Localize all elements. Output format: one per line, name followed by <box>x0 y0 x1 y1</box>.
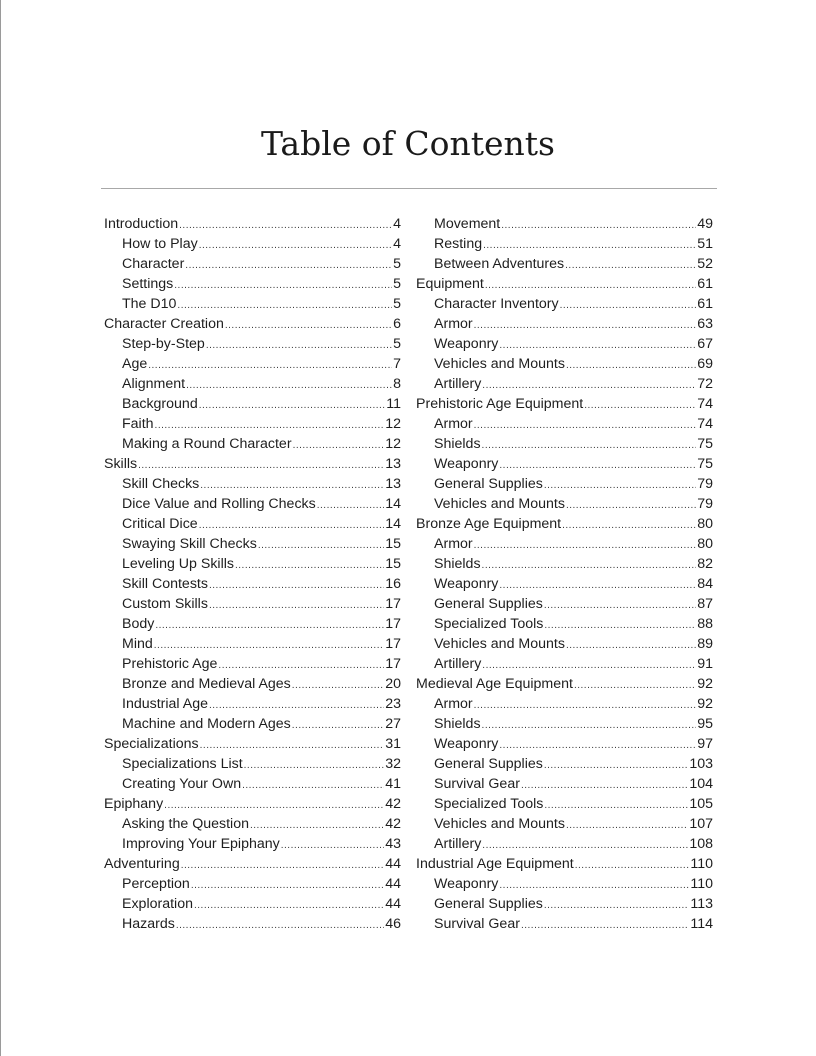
toc-entry-label: Armor <box>434 416 473 432</box>
toc-subentry[interactable] <box>416 694 713 714</box>
dot-leader <box>474 416 697 436</box>
toc-subentry[interactable] <box>416 574 713 594</box>
toc-entry-label: Character Inventory <box>434 296 559 312</box>
toc-subentry[interactable] <box>104 554 401 574</box>
toc-page-number: 114 <box>690 916 713 932</box>
dot-leader <box>148 356 392 376</box>
dot-leader <box>218 656 384 676</box>
toc-page-number: 14 <box>385 516 401 532</box>
toc-entry-label: Weaponry <box>434 336 499 352</box>
dot-leader <box>501 216 696 236</box>
toc-subentry[interactable] <box>104 294 401 314</box>
dot-leader <box>200 476 384 496</box>
toc-entry-label: General Supplies <box>434 896 543 912</box>
dot-leader <box>199 396 386 416</box>
toc-entry-label: Bronze and Medieval Ages <box>122 676 291 692</box>
dot-leader <box>544 796 688 816</box>
toc-page-number: 75 <box>697 456 713 472</box>
toc-page-number: 95 <box>697 716 713 732</box>
dot-leader <box>154 636 384 656</box>
dot-leader <box>544 596 696 616</box>
dot-leader <box>185 256 392 276</box>
toc-page-number: 49 <box>697 216 713 232</box>
toc-subentry[interactable] <box>416 234 713 254</box>
toc-subentry[interactable] <box>104 494 401 514</box>
toc-entry-label: Creating Your Own <box>122 776 242 792</box>
dot-leader <box>292 676 384 696</box>
dot-leader <box>199 236 392 256</box>
toc-entry-label: The D10 <box>122 296 177 312</box>
toc-page-number: 42 <box>385 816 401 832</box>
toc-entry-label: Artillery <box>434 376 482 392</box>
toc-page-number: 88 <box>697 616 713 632</box>
page-title: Table of Contents <box>260 124 555 163</box>
dot-leader <box>474 696 697 716</box>
toc-subentry[interactable] <box>104 614 401 634</box>
toc-entry-label: Dice Value and Rolling Checks <box>122 496 316 512</box>
toc-subentry[interactable] <box>416 434 713 454</box>
toc-subentry[interactable] <box>104 674 401 694</box>
toc-page-number: 31 <box>385 736 401 752</box>
dot-leader <box>499 336 696 356</box>
toc-page-number: 43 <box>385 836 401 852</box>
toc-page-number: 44 <box>385 876 401 892</box>
toc-subentry[interactable] <box>104 714 401 734</box>
toc-page-number: 14 <box>385 496 401 512</box>
dot-leader <box>499 456 696 476</box>
dot-leader <box>499 736 696 756</box>
toc-subentry[interactable] <box>416 834 713 854</box>
toc-subentry[interactable] <box>416 634 713 654</box>
dot-leader <box>209 576 384 596</box>
toc-subentry[interactable] <box>416 414 713 434</box>
toc-page-number: 46 <box>385 916 401 932</box>
dot-leader <box>317 496 384 516</box>
toc-entry[interactable] <box>104 454 401 474</box>
toc-page-number: 74 <box>697 416 713 432</box>
toc-entry-label: Body <box>122 616 155 632</box>
toc-entry-label: Mind <box>122 636 153 652</box>
toc-subentry[interactable] <box>416 454 713 474</box>
toc-entry-label: Leveling Up Skills <box>122 556 234 572</box>
toc-page-number: 5 <box>393 336 401 352</box>
toc-entry-label: General Supplies <box>434 596 543 612</box>
toc-subentry[interactable] <box>104 254 401 274</box>
toc-entry-label: Alignment <box>122 376 186 392</box>
toc-subentry[interactable] <box>104 414 401 434</box>
toc-page-number: 80 <box>697 536 713 552</box>
toc-entry[interactable] <box>104 314 401 334</box>
toc-subentry[interactable] <box>416 914 713 934</box>
dot-leader <box>485 276 696 296</box>
dot-leader <box>482 836 688 856</box>
toc-entry-label: Character <box>122 256 185 272</box>
toc-subentry[interactable] <box>104 694 401 714</box>
toc-subentry[interactable] <box>104 474 401 494</box>
toc-entry-label: Vehicles and Mounts <box>434 816 565 832</box>
toc-entry-label: Background <box>122 396 198 412</box>
dot-leader <box>544 756 688 776</box>
toc-page-number: 79 <box>697 476 713 492</box>
dot-leader <box>499 576 696 596</box>
dot-leader <box>155 416 385 436</box>
toc-entry-label: Asking the Question <box>122 816 249 832</box>
toc-page-number: 7 <box>393 356 401 372</box>
toc-entry-label: Specializations List <box>122 756 243 772</box>
dot-leader <box>521 776 688 796</box>
toc-entry-label: Armor <box>434 316 473 332</box>
toc-subentry[interactable] <box>104 334 401 354</box>
toc-subentry[interactable] <box>104 834 401 854</box>
dot-leader <box>560 296 697 316</box>
toc-entry[interactable] <box>104 794 401 814</box>
dot-leader <box>200 736 385 756</box>
toc-entry-label: Age <box>122 356 148 372</box>
toc-page-number: 44 <box>385 896 401 912</box>
toc-entry-label: Perception <box>122 876 190 892</box>
dot-leader <box>191 876 384 896</box>
toc-page-number: 44 <box>385 856 401 872</box>
toc-page-number: 17 <box>385 596 401 612</box>
toc-entry-label: Skill Checks <box>122 476 200 492</box>
toc-page-number: 87 <box>697 596 713 612</box>
dot-leader <box>566 496 696 516</box>
toc-column-left <box>104 214 401 934</box>
toc-subentry[interactable] <box>104 514 401 534</box>
toc-page-number: 110 <box>690 856 713 872</box>
toc-entry-label: Bronze Age Equipment <box>416 516 562 532</box>
toc-entry-label: Adventuring <box>104 856 180 872</box>
toc-entry-label: General Supplies <box>434 476 543 492</box>
toc-page-number: 11 <box>386 396 401 412</box>
toc-entry-label: Specializations <box>104 736 199 752</box>
toc-page-number: 42 <box>385 796 401 812</box>
toc-entry-label: Resting <box>434 236 483 252</box>
toc-entry-label: Custom Skills <box>122 596 208 612</box>
dot-leader <box>482 716 697 736</box>
dot-leader <box>244 756 385 776</box>
toc-entry-label: Equipment <box>416 276 484 292</box>
toc-page-number: 63 <box>697 316 713 332</box>
toc-page-number: 61 <box>697 296 713 312</box>
toc-page-number: 107 <box>689 816 713 832</box>
toc-entry-label: Weaponry <box>434 736 499 752</box>
toc-subentry[interactable] <box>416 214 713 234</box>
toc-subentry[interactable] <box>416 894 713 914</box>
toc-page-number: 108 <box>689 836 713 852</box>
toc-subentry[interactable] <box>416 334 713 354</box>
toc-page-number: 20 <box>385 676 401 692</box>
toc-page-number: 79 <box>697 496 713 512</box>
toc-page-number: 17 <box>385 656 401 672</box>
dot-leader <box>562 516 696 536</box>
toc-subentry[interactable] <box>104 354 401 374</box>
toc-entry[interactable] <box>416 394 713 414</box>
toc-entry-label: Industrial Age <box>122 696 208 712</box>
toc-entry-label: Vehicles and Mounts <box>434 356 565 372</box>
toc-subentry[interactable] <box>416 494 713 514</box>
toc-page-number: 15 <box>385 536 401 552</box>
toc-page-number: 17 <box>385 636 401 652</box>
toc-page-number: 32 <box>385 756 401 772</box>
dot-leader <box>566 816 688 836</box>
toc-page-number: 41 <box>385 776 401 792</box>
dot-leader <box>544 476 696 496</box>
toc-entry-label: Critical Dice <box>122 516 198 532</box>
dot-leader <box>281 836 384 856</box>
dot-leader <box>544 616 696 636</box>
toc-page-number: 13 <box>385 456 401 472</box>
dot-leader <box>292 716 384 736</box>
toc-subentry[interactable] <box>416 534 713 554</box>
dot-leader <box>155 616 384 636</box>
toc-subentry[interactable] <box>416 754 713 774</box>
toc-subentry[interactable] <box>104 754 401 774</box>
toc-entry-label: Weaponry <box>434 876 499 892</box>
toc-page-number: 4 <box>393 216 401 232</box>
toc-subentry[interactable] <box>104 874 401 894</box>
toc-subentry[interactable] <box>104 654 401 674</box>
toc-page-number: 97 <box>697 736 713 752</box>
toc-subentry[interactable] <box>104 234 401 254</box>
toc-entry-label: Character Creation <box>104 316 224 332</box>
toc-entry-label: Weaponry <box>434 456 499 472</box>
toc-entry[interactable] <box>416 674 713 694</box>
toc-entry-label: Weaponry <box>434 576 499 592</box>
toc-page-number: 104 <box>689 776 713 792</box>
toc-subentry[interactable] <box>416 554 713 574</box>
toc-entry-label: Vehicles and Mounts <box>434 496 565 512</box>
toc-subentry[interactable] <box>104 774 401 794</box>
toc-entry-label: Introduction <box>104 216 179 232</box>
dot-leader <box>565 256 696 276</box>
toc-entry-label: Industrial Age Equipment <box>416 856 574 872</box>
toc-subentry[interactable] <box>104 914 401 934</box>
toc-entry-label: Faith <box>122 416 154 432</box>
toc-page-number: 67 <box>697 336 713 352</box>
toc-entry[interactable] <box>104 854 401 874</box>
toc-entry-label: Movement <box>434 216 501 232</box>
toc-entry-label: Improving Your Epiphany <box>122 836 280 852</box>
toc-page-number: 17 <box>385 616 401 632</box>
toc-subentry[interactable] <box>416 594 713 614</box>
toc-subentry[interactable] <box>416 874 713 894</box>
toc-page-number: 80 <box>697 516 713 532</box>
toc-entry[interactable] <box>104 214 401 234</box>
dot-leader <box>186 376 392 396</box>
toc-entry-label: Epiphany <box>104 796 164 812</box>
toc-page-number: 91 <box>697 656 713 672</box>
dot-leader <box>482 376 696 396</box>
toc-entry-label: Armor <box>434 536 473 552</box>
toc-subentry[interactable] <box>104 634 401 654</box>
toc-page-number: 51 <box>697 236 713 252</box>
toc-entry-label: How to Play <box>122 236 198 252</box>
toc-page-number: 5 <box>393 276 401 292</box>
toc-entry[interactable] <box>416 514 713 534</box>
dot-leader <box>474 316 697 336</box>
dot-leader <box>138 456 384 476</box>
toc-entry-label: Specialized Tools <box>434 796 544 812</box>
toc-page-number: 23 <box>385 696 401 712</box>
dot-leader <box>258 536 384 556</box>
toc-page-number: 105 <box>689 796 713 812</box>
toc-entry[interactable] <box>416 274 713 294</box>
toc-subentry[interactable] <box>416 314 713 334</box>
dot-leader <box>293 436 385 456</box>
toc-page-number: 110 <box>690 876 713 892</box>
toc-entry-label: Shields <box>434 716 481 732</box>
toc-subentry[interactable] <box>104 894 401 914</box>
dot-leader <box>482 656 696 676</box>
dot-leader <box>575 856 690 876</box>
dot-leader <box>209 696 384 716</box>
toc-entry-label: Prehistoric Age <box>122 656 218 672</box>
toc-page-number: 103 <box>689 756 713 772</box>
toc-entry-label: Skills <box>104 456 138 472</box>
toc-page-number: 92 <box>697 676 713 692</box>
dot-leader <box>521 916 689 936</box>
toc-subentry[interactable] <box>416 474 713 494</box>
dot-leader <box>164 796 384 816</box>
toc-page-number: 75 <box>697 436 713 452</box>
toc-column-right <box>416 214 713 934</box>
toc-subentry[interactable] <box>104 534 401 554</box>
toc-subentry[interactable] <box>416 374 713 394</box>
toc-subentry[interactable] <box>416 714 713 734</box>
toc-entry-label: Specialized Tools <box>434 616 544 632</box>
toc-entry-label: General Supplies <box>434 756 543 772</box>
dot-leader <box>194 896 384 916</box>
toc-subentry[interactable] <box>104 274 401 294</box>
toc-entry-label: Hazards <box>122 916 175 932</box>
toc-subentry[interactable] <box>416 294 713 314</box>
toc-subentry[interactable] <box>104 814 401 834</box>
toc-entry-label: Exploration <box>122 896 193 912</box>
dot-leader <box>584 396 696 416</box>
toc-page-number: 82 <box>697 556 713 572</box>
toc-subentry[interactable] <box>416 614 713 634</box>
toc-entry-label: Armor <box>434 696 473 712</box>
toc-entry-label: Vehicles and Mounts <box>434 636 565 652</box>
toc-subentry[interactable] <box>104 594 401 614</box>
dot-leader <box>250 816 384 836</box>
toc-page-number: 72 <box>697 376 713 392</box>
toc-page-number: 74 <box>697 396 713 412</box>
toc-subentry[interactable] <box>104 574 401 594</box>
toc-subentry[interactable] <box>416 654 713 674</box>
dot-leader <box>181 856 385 876</box>
toc-entry-label: Medieval Age Equipment <box>416 676 573 692</box>
toc-page-number: 12 <box>385 436 401 452</box>
toc-entry-label: Swaying Skill Checks <box>122 536 257 552</box>
dot-leader <box>574 676 696 696</box>
dot-leader <box>242 776 384 796</box>
toc-entry-label: Shields <box>434 436 481 452</box>
toc-page-number: 27 <box>385 716 401 732</box>
dot-leader <box>544 896 690 916</box>
dot-leader <box>499 876 689 896</box>
toc-page-number: 69 <box>697 356 713 372</box>
toc-entry-label: Settings <box>122 276 174 292</box>
toc-subentry[interactable] <box>416 794 713 814</box>
dot-leader <box>235 556 384 576</box>
dot-leader <box>225 316 392 336</box>
toc-subentry[interactable] <box>416 354 713 374</box>
toc-entry-label: Shields <box>434 556 481 572</box>
toc-page-number: 61 <box>697 276 713 292</box>
dot-leader <box>474 536 697 556</box>
toc-page-number: 113 <box>690 896 713 912</box>
toc-page-number: 5 <box>393 256 401 272</box>
toc-page-number: 8 <box>393 376 401 392</box>
dot-leader <box>177 296 392 316</box>
toc-page-number: 52 <box>697 256 713 272</box>
toc-entry-label: Artillery <box>434 656 482 672</box>
dot-leader <box>483 236 696 256</box>
toc-subentry[interactable] <box>416 254 713 274</box>
toc-entry[interactable] <box>104 734 401 754</box>
toc-entry[interactable] <box>416 854 713 874</box>
toc-entry-label: Machine and Modern Ages <box>122 716 291 732</box>
toc-entry-label: Artillery <box>434 836 482 852</box>
dot-leader <box>482 436 697 456</box>
dot-leader <box>174 276 392 296</box>
toc-entry-label: Making a Round Character <box>122 436 292 452</box>
toc-subentry[interactable] <box>416 814 713 834</box>
toc-page-number: 92 <box>697 696 713 712</box>
toc-subentry[interactable] <box>104 434 401 454</box>
toc-page-number: 4 <box>393 236 401 252</box>
toc-entry-label: Survival Gear <box>434 776 520 792</box>
dot-leader <box>179 216 392 236</box>
toc-page-number: 13 <box>385 476 401 492</box>
dot-leader <box>482 556 697 576</box>
toc-page-number: 84 <box>697 576 713 592</box>
toc-entry-label: Survival Gear <box>434 916 520 932</box>
toc-subentry[interactable] <box>104 394 401 414</box>
toc-page-number: 5 <box>393 296 401 312</box>
toc-entry-label: Step-by-Step <box>122 336 205 352</box>
dot-leader <box>199 516 385 536</box>
dot-leader <box>566 356 696 376</box>
toc-page-number: 12 <box>385 416 401 432</box>
dot-leader <box>209 596 384 616</box>
toc-page-number: 89 <box>697 636 713 652</box>
toc-subentry[interactable] <box>104 374 401 394</box>
toc-entry-label: Between Adventures <box>434 256 565 272</box>
toc-entry-label: Prehistoric Age Equipment <box>416 396 584 412</box>
toc-page-number: 15 <box>385 556 401 572</box>
dot-leader <box>566 636 696 656</box>
toc-subentry[interactable] <box>416 734 713 754</box>
toc-page-number: 6 <box>393 316 401 332</box>
toc-subentry[interactable] <box>416 774 713 794</box>
dot-leader <box>176 916 384 936</box>
title-divider <box>101 188 717 189</box>
dot-leader <box>206 336 392 356</box>
toc-page-number: 16 <box>385 576 401 592</box>
toc-entry-label: Skill Contests <box>122 576 208 592</box>
